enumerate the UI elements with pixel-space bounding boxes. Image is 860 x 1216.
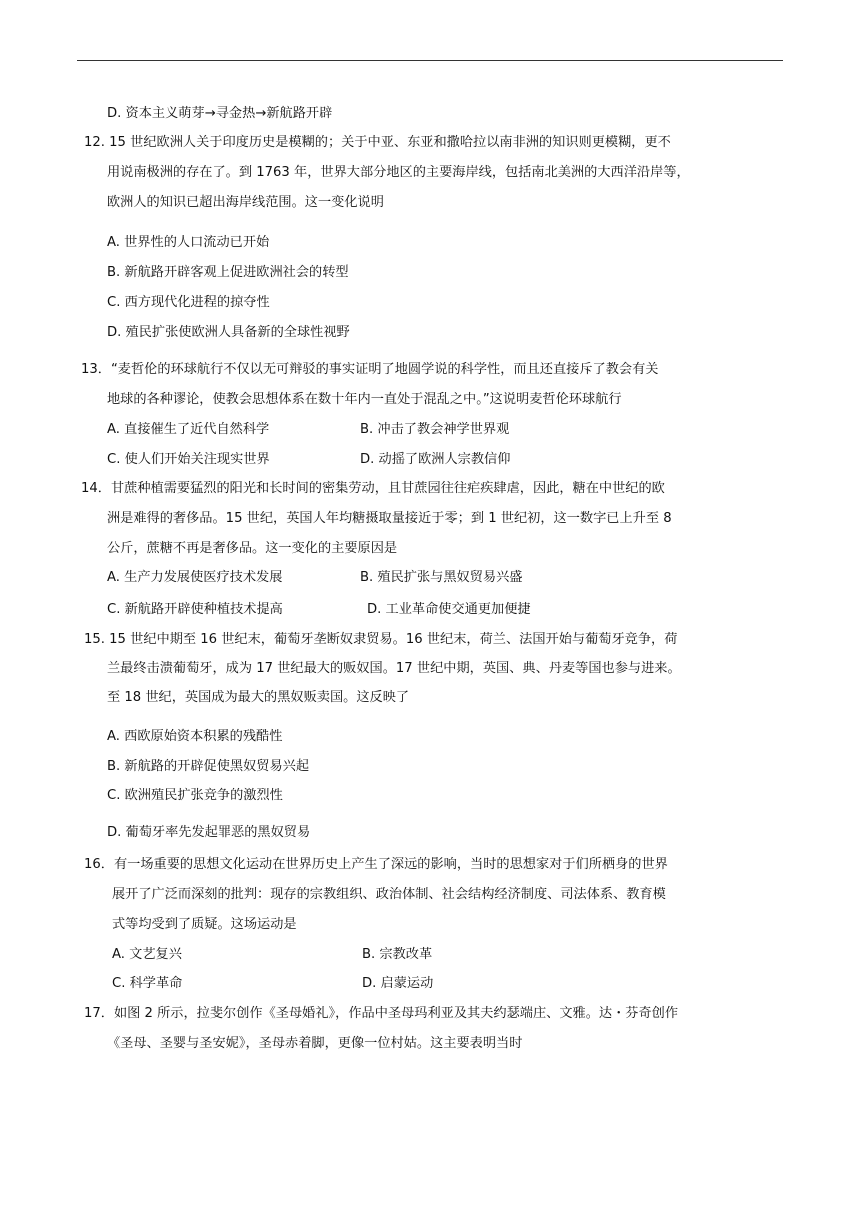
q12-stem-line-2: 用说南极洲的存在了。到 1763 年，世界大部分地区的主要海岸线，包括南北美洲的大西洋沿岸等， (107, 165, 690, 180)
q14-option-c: C. 新航路开辟使种植技术提高 (107, 602, 283, 617)
q12-stem-line-3: 欧洲人的知识已超出海岸线范围。这一变化说明 (107, 195, 384, 210)
q15-option-c: C. 欧洲殖民扩张竞争的激烈性 (107, 788, 283, 803)
q16-option-d: D. 启蒙运动 (362, 976, 434, 991)
q12-option-d: D. 殖民扩张使欧洲人具备新的全球性视野 (107, 325, 350, 340)
q15-stem-line-3: 至 18 世纪，英国成为最大的黑奴贩卖国。这反映了 (107, 690, 410, 705)
q13-stem-line-2: 地球的各种谬论，使教会思想体系在数十年内一直处于混乱之中。”这说明麦哲伦环球航行 (107, 392, 622, 407)
q14-option-d: D. 工业革命使交通更加便捷 (367, 602, 531, 617)
q16-option-a: A. 文艺复兴 (112, 947, 182, 962)
q14-stem-line-3: 公斤，蔗糖不再是奢侈品。这一变化的主要原因是 (107, 541, 398, 556)
q13-option-a: A. 直接催生了近代自然科学 (107, 422, 270, 437)
q13-option-d: D. 动摇了欧洲人宗教信仰 (360, 452, 511, 467)
q12-option-b: B. 新航路开辟客观上促进欧洲社会的转型 (107, 265, 349, 280)
q16-option-c: C. 科学革命 (112, 976, 183, 991)
q15-option-d: D. 葡萄牙率先发起罪恶的黑奴贸易 (107, 825, 311, 840)
q17-stem-line-1: 17．如图 2 所示，拉斐尔创作《圣母婚礼》，作品中圣母玛利亚及其夫约瑟端庄、文雅。达・芬奇创作 (84, 1006, 679, 1021)
q15-stem-line-2: 兰最终击溃葡萄牙，成为 17 世纪最大的贩奴国。17 世纪中期，英国、典、丹麦等国也参与进来。 (107, 661, 681, 676)
q14-option-b: B. 殖民扩张与黑奴贸易兴盛 (360, 570, 523, 585)
q13-option-b: B. 冲击了教会神学世界观 (360, 422, 510, 437)
q16-stem-line-3: 式等均受到了质疑。这场运动是 (112, 917, 297, 932)
q17-stem-line-2: 《圣母、圣婴与圣安妮》，圣母赤着脚，更像一位村姑。这主要表明当时 (107, 1036, 523, 1051)
q12-option-c: C. 西方现代化进程的掠夺性 (107, 295, 270, 310)
q16-option-b: B. 宗教改革 (362, 947, 433, 962)
q13-stem-line-1: 13．“麦哲伦的环球航行不仅以无可辩驳的事实证明了地圆学说的科学性，而且还直接斥了教会有关 (81, 362, 659, 377)
q12-option-a: A. 世界性的人口流动已开始 (107, 235, 270, 250)
header-rule (77, 60, 783, 61)
q15-option-b: B. 新航路的开辟促使黑奴贸易兴起 (107, 759, 310, 774)
q15-stem-line-1: 15. 15 世纪中期至 16 世纪末，葡萄牙垄断奴隶贸易。16 世纪末，荷兰、法国开始与葡萄牙竞争，荷 (84, 632, 678, 647)
q14-option-a: A. 生产力发展使医疗技术发展 (107, 570, 283, 585)
q11-option-d: D. 资本主义萌芽→寻金热→新航路开辟 (107, 106, 333, 121)
q14-stem-line-1: 14．甘蔗种植需要猛烈的阳光和长时间的密集劳动，且甘蔗园往往疟疾肆虐，因此，糖在中世纪的欧 (81, 481, 665, 496)
q15-option-a: A. 西欧原始资本积累的残酷性 (107, 729, 283, 744)
q13-option-c: C. 使人们开始关注现实世界 (107, 452, 270, 467)
q16-stem-line-2: 展开了广泛而深刻的批判：现存的宗教组织、政治体制、社会结构经济制度、司法体系、教育模 (112, 887, 666, 902)
q16-stem-line-1: 16．有一场重要的思想文化运动在世界历史上产生了深远的影响，当时的思想家对于们所栖身的世界 (84, 857, 668, 872)
q12-stem-line-1: 12. 15 世纪欧洲人关于印度历史是模糊的；关于中亚、东亚和撒哈拉以南非洲的知识则更模糊，更不 (84, 135, 671, 150)
q14-stem-line-2: 洲是难得的奢侈品。15 世纪，英国人年均糖摄取量接近于零；到 1 世纪初，这一数字已上升至 8 (107, 511, 672, 526)
